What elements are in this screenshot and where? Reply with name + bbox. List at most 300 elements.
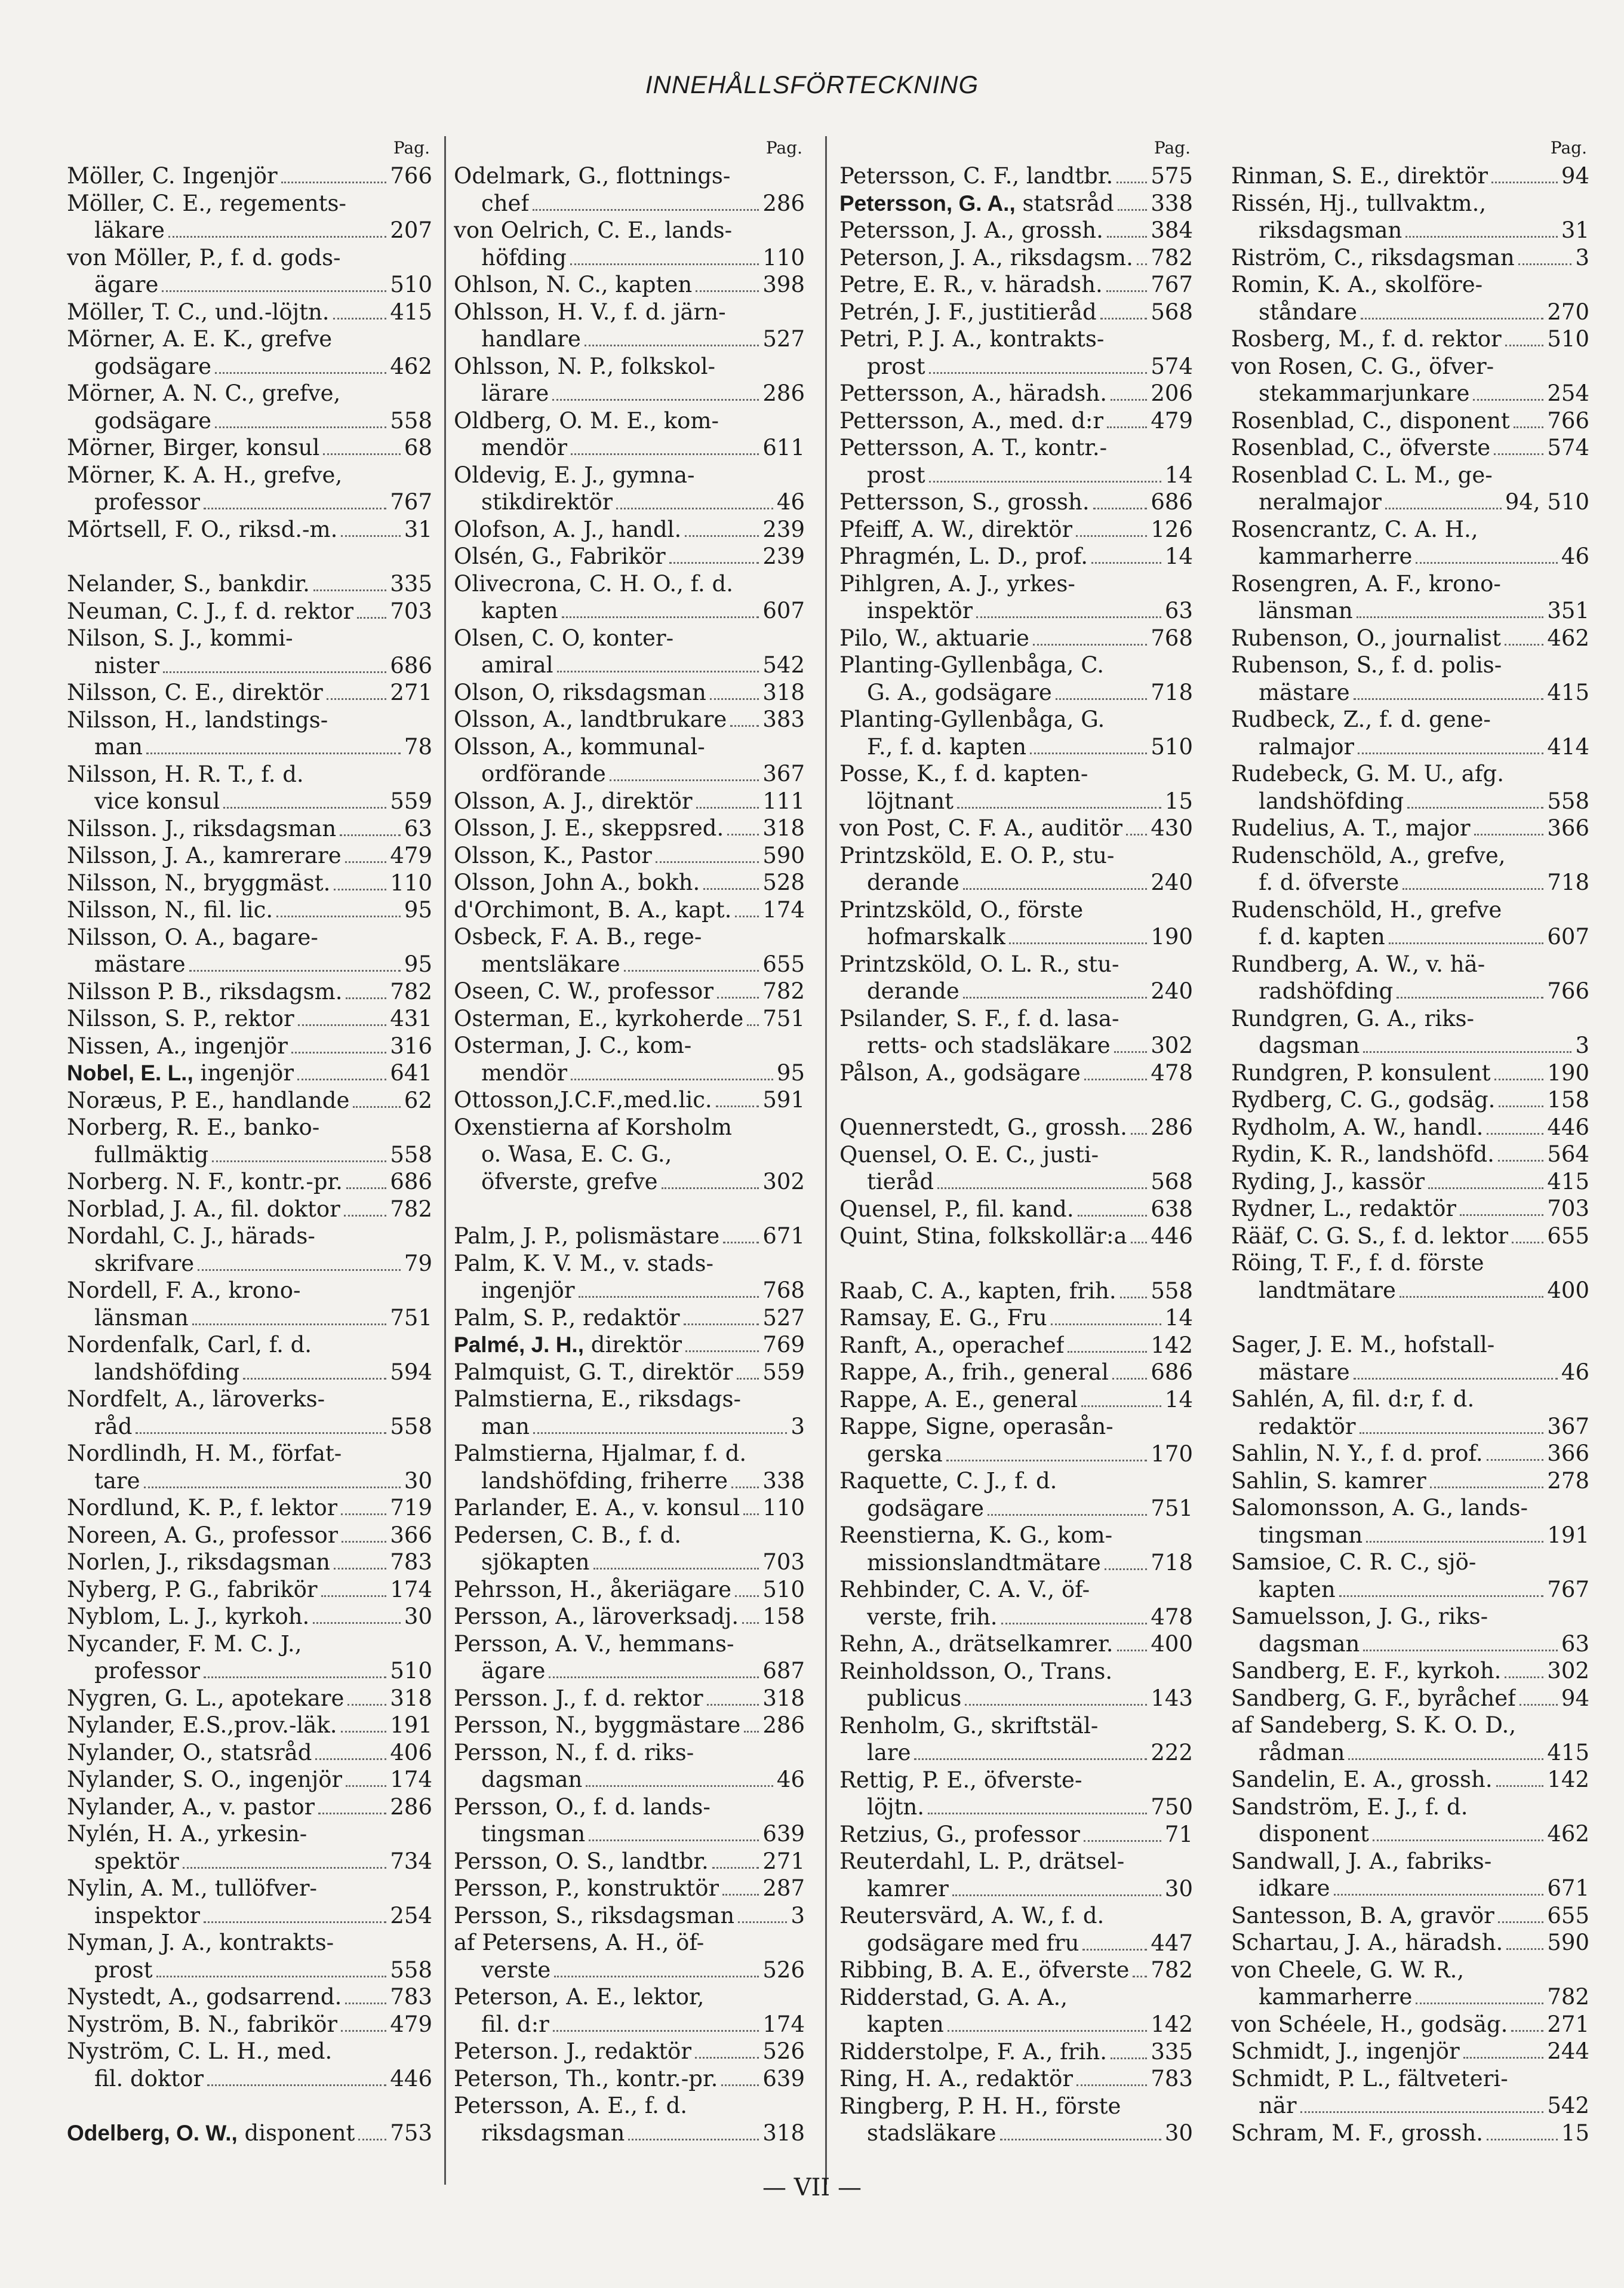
- dot-leader: [318, 1813, 386, 1814]
- dot-leader: [1506, 1948, 1543, 1950]
- entry-continuation: f. d. kapten: [1259, 924, 1385, 950]
- page-reference: 270: [1547, 299, 1589, 325]
- page-reference: 15: [1164, 788, 1193, 814]
- dot-leader: [1460, 1214, 1543, 1216]
- page-reference: 406: [390, 1739, 432, 1765]
- index-entry: [1231, 462, 1589, 516]
- dot-leader: [215, 426, 386, 428]
- dot-leader: [737, 1378, 759, 1380]
- entry-continuation: länsman: [1259, 598, 1353, 624]
- index-entry: [454, 1603, 805, 1630]
- entry-name: Parlander, E. A., v. konsul: [454, 1495, 740, 1521]
- index-entry: [67, 896, 432, 924]
- index-entry: [67, 2120, 432, 2147]
- index-entry: [1231, 516, 1589, 570]
- index-entry: [67, 570, 432, 598]
- dot-leader: [585, 345, 759, 346]
- entry-continuation: godsägare: [94, 407, 212, 434]
- entry-continuation: stikdirektör: [481, 489, 613, 515]
- entry-name: Noræus, P. E., handlande: [67, 1087, 350, 1113]
- page-reference: 110: [762, 244, 805, 271]
- index-entry: [454, 706, 805, 733]
- entry-name: Norlen, J., riksdagsman: [67, 1549, 330, 1575]
- dot-leader: [183, 1867, 387, 1869]
- entry-name: Rettig, P. E., öfverste-: [839, 1767, 1082, 1793]
- entry-name: Reuterdahl, L. P., drätsel-: [839, 1848, 1125, 1874]
- entry-continuation: ståndare: [1259, 299, 1358, 325]
- entry-continuation: lare: [867, 1740, 911, 1765]
- dot-leader: [593, 1568, 759, 1570]
- page-reference: 95: [404, 897, 432, 923]
- page-reference: 510: [390, 1658, 432, 1684]
- entry-name: Ramsay, E. G., Fru: [839, 1305, 1047, 1331]
- dot-leader: [168, 236, 386, 238]
- page-reference: 30: [404, 1467, 432, 1494]
- entry-name: Petersson, G. A., statsråd: [839, 190, 1114, 216]
- entry-name: Nylin, A. M., tullöfver-: [67, 1875, 318, 1901]
- dot-leader: [965, 1704, 1147, 1706]
- page-reference: 63: [404, 815, 432, 842]
- entry-name: Petersson, J. A., grossh.: [839, 217, 1103, 243]
- dot-leader: [347, 1704, 386, 1706]
- dot-leader: [315, 1758, 386, 1760]
- dot-leader: [1487, 1459, 1544, 1461]
- dot-leader: [346, 1785, 386, 1787]
- index-entry: [839, 1576, 1193, 1630]
- entry-continuation: läkare: [94, 217, 165, 243]
- entry-name: Norberg, R. E., banko-: [67, 1114, 320, 1140]
- page-reference: 31: [1561, 217, 1589, 243]
- entry-name: Raab, C. A., kapten, frih.: [839, 1277, 1116, 1304]
- entry-name: Ryding, J., kassör: [1231, 1168, 1425, 1194]
- dot-leader: [712, 1867, 759, 1869]
- index-entry: [67, 1712, 432, 1739]
- dot-leader: [1078, 1215, 1148, 1217]
- entry-name: Nelander, S., bankdir.: [67, 571, 310, 597]
- index-entry: [67, 1005, 432, 1033]
- entry-continuation: ingenjör: [481, 1277, 575, 1303]
- page-reference: 14: [1164, 1386, 1193, 1412]
- entry-name: Schram, M. F., grossh.: [1231, 2120, 1484, 2146]
- page-reference: 367: [1547, 1413, 1589, 1439]
- index-entry: [454, 625, 805, 679]
- dot-leader: [204, 1921, 386, 1923]
- pag-label: Pag.: [1154, 138, 1191, 158]
- entry-continuation: G. A., godsägare: [867, 679, 1052, 705]
- dot-leader: [1389, 942, 1544, 944]
- dot-leader: [963, 997, 1148, 999]
- pag-label: Pag.: [393, 138, 430, 158]
- page-reference: 782: [762, 978, 805, 1004]
- dot-leader: [735, 916, 759, 917]
- entry-continuation: när: [1259, 2093, 1297, 2118]
- entry-name: Nyström, B. N., fabrikör: [67, 2011, 338, 2037]
- entry-name: Nylander, A., v. pastor: [67, 1793, 315, 1820]
- index-entry: [454, 1739, 805, 1793]
- dot-leader: [345, 861, 387, 863]
- index-entry: [67, 1576, 432, 1604]
- dot-leader: [721, 2084, 759, 2086]
- entry-name: von Cheele, G. W. R.,: [1231, 1957, 1465, 1983]
- page-reference: 415: [1547, 1168, 1589, 1194]
- entry-continuation: ralmajor: [1259, 733, 1355, 760]
- index-column-4: [1231, 136, 1589, 2155]
- dot-leader: [744, 1731, 759, 1733]
- index-entry: [454, 2092, 805, 2146]
- page-reference: 62: [404, 1087, 432, 1113]
- dot-leader: [1416, 2003, 1543, 2004]
- entry-name: Nilsson, N., bryggmäst.: [67, 870, 331, 896]
- entry-continuation: gerska: [867, 1441, 943, 1467]
- dot-leader: [662, 1187, 759, 1189]
- entry-name: Osterman, E., kyrkoherde: [454, 1005, 744, 1031]
- entry-continuation: landtmätare: [1259, 1277, 1396, 1303]
- page-reference: 174: [390, 1576, 432, 1602]
- dot-leader: [1402, 888, 1543, 890]
- dot-leader: [327, 698, 387, 700]
- entry-continuation: hofmarskalk: [867, 924, 1006, 950]
- entry-name: Persson, A. V., hemmans-: [454, 1630, 734, 1657]
- dot-leader: [722, 1894, 759, 1896]
- index-entry: [67, 1440, 432, 1494]
- page-reference: 110: [390, 870, 432, 896]
- entry-continuation: redaktör: [1259, 1413, 1356, 1439]
- page-reference: 335: [1151, 2038, 1193, 2065]
- entry-name: Rydholm, A. W., handl.: [1231, 1114, 1484, 1140]
- page-reference: 206: [1151, 380, 1193, 406]
- entry-name: Quint, Stina, folkskollär:a: [839, 1223, 1127, 1249]
- page-reference: 751: [762, 1005, 805, 1031]
- index-entry: [839, 407, 1193, 435]
- page-reference: 15: [1561, 2120, 1589, 2146]
- entry-name: Mörner, A. N. C., grefve,: [67, 380, 341, 406]
- entry-name: Reinholdsson, O., Trans.: [839, 1658, 1113, 1684]
- entry-name: Rappe, A., frih., general: [839, 1359, 1109, 1385]
- entry-continuation: ägare: [94, 272, 159, 297]
- entry-name: Salomonsson, A. G., lands-: [1231, 1495, 1528, 1521]
- entry-name: Mörner, A. E. K., grefve: [67, 326, 333, 352]
- entry-continuation: spektör: [94, 1848, 179, 1874]
- page-reference: 574: [1547, 435, 1589, 460]
- page-reference: 271: [390, 680, 432, 705]
- dot-leader: [334, 889, 386, 890]
- index-entry: [1231, 1195, 1589, 1223]
- page-reference: 415: [390, 299, 432, 325]
- index-entry: [839, 652, 1193, 706]
- index-entry: [1231, 1331, 1589, 1386]
- entry-name: Pihlgren, A. J., yrkes-: [839, 570, 1075, 597]
- entry-continuation: inspektor: [94, 1902, 201, 1928]
- dot-leader: [1131, 1133, 1148, 1135]
- entry-name: Nordenfalk, Carl, f. d.: [67, 1332, 312, 1358]
- page-reference: 751: [1151, 1495, 1193, 1521]
- dot-leader: [976, 616, 1161, 618]
- index-entry: [67, 1223, 432, 1277]
- dot-leader: [1363, 1650, 1558, 1651]
- page-reference: 686: [390, 652, 432, 678]
- entry-name: Ohlsson, H. V., f. d. järn-: [454, 299, 726, 325]
- page-reference: 3: [1575, 244, 1589, 271]
- entry-continuation: landshöfding: [1259, 788, 1404, 814]
- dot-leader: [344, 1215, 387, 1217]
- entry-name: Rudelius, A. T., major: [1231, 815, 1471, 841]
- index-entry: [1231, 625, 1589, 652]
- index-entry: [1231, 1793, 1589, 1848]
- page-reference: 318: [762, 815, 805, 841]
- entry-name: Nilsson P. B., riksdagsm.: [67, 978, 343, 1005]
- index-entry: [1231, 1494, 1589, 1549]
- index-entry: [1231, 1685, 1589, 1712]
- entry-continuation: ordförande: [481, 761, 606, 787]
- page-reference: 239: [762, 516, 805, 542]
- entry-name: Rudenschöld, A., grefve,: [1231, 842, 1506, 868]
- dot-leader: [1300, 2111, 1544, 2113]
- page-reference: 278: [1547, 1467, 1589, 1494]
- index-entry: [67, 625, 432, 679]
- index-entry: [454, 733, 805, 788]
- page-reference: 142: [1151, 2011, 1193, 2037]
- page-reference: 14: [1164, 462, 1193, 488]
- entry-name: Olsson, A., landtbrukare: [454, 707, 727, 732]
- page-reference: 286: [762, 380, 805, 406]
- entry-continuation: vice konsul: [94, 788, 220, 814]
- index-entry: [67, 978, 432, 1006]
- page-reference: 271: [1547, 2011, 1589, 2037]
- index-entry: [67, 815, 432, 843]
- index-entry: [839, 1413, 1193, 1467]
- index-entry: [67, 1168, 432, 1196]
- page-reference: 191: [1547, 1522, 1589, 1548]
- entry-name: Rinman, S. E., direktör: [1231, 163, 1488, 189]
- entry-name: Nyberg, P. G., fabrikör: [67, 1576, 318, 1602]
- index-entry: [1231, 1141, 1589, 1168]
- page-reference: 383: [762, 707, 805, 732]
- entry-name: Rosberg, M., f. d. rektor: [1231, 326, 1502, 352]
- page-reference: 158: [762, 1604, 805, 1629]
- page-reference: 564: [1547, 1141, 1589, 1167]
- page-reference: 79: [404, 1250, 432, 1276]
- index-entry: [67, 598, 432, 625]
- index-entry: [454, 1386, 805, 1440]
- page-reference: 143: [1151, 1685, 1193, 1711]
- dot-leader: [1091, 562, 1161, 564]
- entry-continuation: mentsläkare: [481, 951, 620, 977]
- entry-name: Retzius, G., professor: [839, 1821, 1080, 1847]
- entry-name: Sandberg, E. F., kyrkoh.: [1231, 1658, 1502, 1684]
- entry-continuation: stekammarjunkare: [1259, 380, 1470, 406]
- page-reference: 607: [1547, 924, 1589, 950]
- entry-name: Olsson, A. J., direktör: [454, 788, 693, 814]
- entry-name: Persson, O. S., landtbr.: [454, 1848, 709, 1874]
- entry-name: Posse, K., f. d. kapten-: [839, 761, 1088, 787]
- entry-name: Osbeck, F. A. B., rege-: [454, 924, 702, 950]
- entry-name: Persson, S., riksdagsman: [454, 1902, 735, 1928]
- dot-leader: [710, 698, 759, 700]
- page-reference: 286: [1151, 1114, 1193, 1140]
- entry-name: Palmquist, G. T., direktör: [454, 1359, 733, 1385]
- dot-leader: [624, 970, 759, 972]
- entry-continuation: nister: [94, 652, 160, 678]
- dot-leader: [276, 916, 401, 917]
- page-reference: 479: [390, 843, 432, 868]
- index-entry: [1231, 271, 1589, 325]
- entry-name: af Petersens, A. H., öf-: [454, 1930, 705, 1955]
- index-entry: [1231, 706, 1589, 760]
- entry-name: Rehbinder, C. A. V., öf-: [839, 1577, 1090, 1602]
- dot-leader: [1487, 2139, 1558, 2140]
- index-entry: [839, 325, 1193, 380]
- entry-name: Olsson, J. E., skeppsred.: [454, 815, 724, 841]
- page-reference: 687: [762, 1658, 805, 1684]
- entry-continuation: prost: [867, 353, 925, 379]
- entry-continuation: riksdagsman: [1259, 217, 1402, 243]
- dot-leader: [353, 1106, 401, 1108]
- page-reference: 95: [404, 951, 432, 977]
- entry-continuation: ägare: [481, 1658, 546, 1684]
- dot-leader: [1400, 1296, 1543, 1298]
- dot-leader: [1473, 399, 1543, 401]
- page-reference: 479: [1151, 407, 1193, 434]
- dot-leader: [703, 888, 759, 890]
- index-entry: [839, 1059, 1193, 1087]
- page-reference: 527: [762, 326, 805, 352]
- index-entry: [1231, 570, 1589, 625]
- entry-continuation: fil. d:r: [481, 2011, 549, 2037]
- dot-leader: [723, 1242, 759, 1243]
- page-reference: 142: [1151, 1332, 1193, 1358]
- dot-leader: [340, 834, 401, 836]
- index-entry: [454, 1331, 805, 1359]
- dot-leader: [948, 2030, 1148, 2032]
- index-entry: [1231, 1549, 1589, 1603]
- entry-continuation: tingsman: [1259, 1522, 1363, 1548]
- page-reference: 3: [791, 1902, 805, 1928]
- index-entry: [67, 434, 432, 462]
- page-reference: 190: [1151, 924, 1193, 950]
- page-reference: 302: [1151, 1033, 1193, 1058]
- page-reference: 655: [1547, 1902, 1589, 1928]
- index-entry: [839, 1332, 1193, 1359]
- entry-name: Renholm, G., skriftstäl-: [839, 1712, 1099, 1739]
- page-reference: 783: [1151, 2066, 1193, 2092]
- entry-name: Rundgren, P. konsulent: [1231, 1059, 1491, 1086]
- page-reference: 703: [762, 1549, 805, 1575]
- page-reference: 170: [1151, 1441, 1193, 1467]
- dot-leader: [696, 290, 759, 292]
- dot-leader: [685, 535, 759, 537]
- entry-name: Riström, C., riksdagsman: [1231, 244, 1515, 271]
- entry-name: Olsén, G., Fabrikör: [454, 543, 666, 569]
- dot-leader: [549, 1676, 759, 1678]
- entry-continuation: prost: [867, 462, 925, 488]
- dot-leader: [333, 318, 387, 320]
- page-reference: 655: [1547, 1223, 1589, 1249]
- index-entry: [67, 1386, 432, 1440]
- index-entry: [839, 1767, 1193, 1821]
- entry-name: Nygren, G. L., apotekare: [67, 1685, 345, 1711]
- dot-leader: [334, 1568, 386, 1570]
- index-entry: [839, 1141, 1193, 1196]
- entry-name: Nilson, S. J., kommi-: [67, 625, 293, 651]
- index-entry: [454, 1929, 805, 1983]
- index-entry: [839, 1114, 1193, 1141]
- page-reference: 415: [1547, 1739, 1589, 1765]
- dot-leader: [223, 807, 386, 809]
- index-entry: [67, 1087, 432, 1114]
- index-entry: [839, 1005, 1193, 1059]
- page-reference: 766: [390, 163, 432, 189]
- page-reference: 686: [390, 1169, 432, 1194]
- index-entry: [1231, 1249, 1589, 1304]
- entry-name: Rosenblad, C., öfverste: [1231, 435, 1491, 460]
- entry-name: Peterson. J., redaktör: [454, 2038, 692, 2064]
- entry-name: Rudenschöld, H., grefve: [1231, 896, 1502, 923]
- page-reference: 366: [1547, 815, 1589, 841]
- page-reference: 446: [1151, 1223, 1193, 1249]
- index-entry: [454, 1685, 805, 1712]
- entry-continuation: godsägare med fru: [867, 1930, 1079, 1956]
- index-entry: [1231, 760, 1589, 815]
- index-entry: [839, 1630, 1193, 1658]
- dot-leader: [1373, 1839, 1543, 1841]
- index-entry: [454, 1875, 805, 1902]
- entry-name: Olsen, C. O, konter-: [454, 625, 674, 651]
- dot-leader: [144, 1487, 401, 1488]
- index-entry: [454, 869, 805, 896]
- page-reference: 751: [390, 1304, 432, 1331]
- dot-leader: [1114, 1051, 1148, 1053]
- entry-continuation: tieråd: [867, 1169, 934, 1194]
- entry-name: Schmidt, P. L., fältveteri-: [1231, 2065, 1508, 2092]
- index-entry: [67, 1739, 432, 1767]
- page-reference: 254: [1547, 380, 1589, 406]
- entry-name: Olsson, K., Pastor: [454, 842, 652, 868]
- entry-continuation: professor: [94, 1658, 201, 1684]
- page-reference: 207: [390, 217, 432, 243]
- page-reference: 366: [1547, 1441, 1589, 1466]
- dot-leader: [717, 997, 759, 999]
- dot-leader: [1076, 2084, 1147, 2086]
- dot-leader: [341, 535, 401, 537]
- page-reference: 240: [1151, 978, 1193, 1004]
- dot-leader: [914, 1758, 1147, 1760]
- index-entry: [67, 1331, 432, 1386]
- entry-name: Nilsson, N., fil. lic.: [67, 897, 273, 923]
- index-entry: [1231, 1848, 1589, 1902]
- entry-continuation: kammarherre: [1259, 1984, 1413, 2010]
- index-entry: [1231, 190, 1589, 244]
- entry-continuation: kammarherre: [1259, 543, 1413, 569]
- page-reference: 30: [1164, 2120, 1193, 2146]
- dot-leader: [707, 1704, 759, 1706]
- entry-continuation: fullmäktig: [94, 1141, 209, 1168]
- entry-name: Palmstierna, Hjalmar, f. d.: [454, 1441, 747, 1466]
- page-reference: 767: [390, 489, 432, 515]
- entry-continuation: retts- och stadsläkare: [867, 1033, 1111, 1058]
- entry-name: Santesson, B. A, gravör: [1231, 1902, 1494, 1928]
- page-reference: 384: [1151, 217, 1193, 243]
- entry-continuation: verste, frih.: [867, 1604, 998, 1630]
- index-entry: [454, 679, 805, 707]
- page-reference: 126: [1151, 516, 1193, 542]
- dot-leader: [557, 671, 759, 672]
- page-reference: 686: [1151, 1359, 1193, 1385]
- index-entry: [454, 815, 805, 842]
- index-entry: [1231, 353, 1589, 407]
- entry-name: Printzsköld, O. L. R., stu-: [839, 951, 1119, 977]
- index-entry: [839, 516, 1193, 543]
- index-entry: [454, 516, 805, 543]
